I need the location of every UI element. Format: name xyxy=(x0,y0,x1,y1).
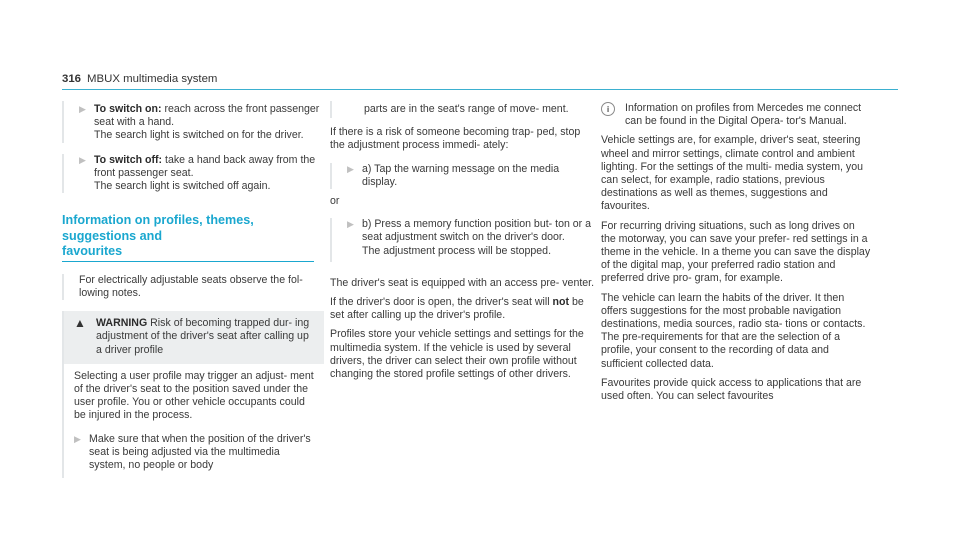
section-title: MBUX multimedia system xyxy=(87,73,218,85)
step-label: To switch off: xyxy=(94,153,163,166)
option-b xyxy=(347,218,595,258)
option-b-text: b) Press a memory function position but‐ ton or a seat adjustment switch on the driver's door. xyxy=(362,218,592,244)
warning-text: Risk of becoming trapped dur‐ ing adjustment of the driver's seat after calling up a driver profile xyxy=(96,317,310,356)
column-3 xyxy=(601,101,871,403)
continued-block xyxy=(330,101,595,118)
step-switch-on xyxy=(79,103,324,143)
heading-line-1: Information on profiles, themes, suggestions and xyxy=(62,213,254,243)
step-result: The search light is switched off again. xyxy=(94,180,271,193)
info-note xyxy=(601,101,871,128)
arrow-icon: ▶ xyxy=(347,219,354,230)
or-text: or xyxy=(330,195,340,208)
step-switch-off xyxy=(79,154,324,194)
heading-line-2: favourites xyxy=(62,244,123,259)
arrow-icon: ▶ xyxy=(79,154,86,165)
step-text: reach across the front passenger seat with a hand. xyxy=(94,103,320,129)
header-rule xyxy=(62,89,898,90)
warning-body xyxy=(64,364,324,472)
warning-label: WARNING xyxy=(96,317,148,330)
option-b-block xyxy=(330,218,595,262)
info-text: Information on profiles from Mercedes me connect can be found in the Digital Opera‐ tor's Manual. xyxy=(625,102,862,128)
info-icon: i xyxy=(601,102,615,116)
section-heading xyxy=(62,213,314,262)
warning-box xyxy=(62,311,324,478)
warning-action xyxy=(74,433,314,473)
arrow-icon: ▶ xyxy=(74,433,81,444)
page-number: 316 xyxy=(62,73,82,85)
option-a-text: a) Tap the warning message on the media display. xyxy=(362,162,560,188)
column-1 xyxy=(62,101,324,478)
page-header xyxy=(62,73,217,86)
door-text-cont: be set after calling up the driver's profile. xyxy=(330,296,584,322)
arrow-icon: ▶ xyxy=(79,104,86,114)
step-text: take a hand back away from the front passenger seat. xyxy=(94,153,316,179)
risk-text: If there is a risk of someone becoming trap‐ ped, stop the adjustment process immedi‐ ately: xyxy=(330,126,581,152)
intro-block xyxy=(62,274,324,300)
warning-action-text: Make sure that when the position of the driver's seat is being adjusted via the multimedia system, no people or body xyxy=(89,432,311,471)
intro-text: For electrically adjustable seats observe the fol‐ lowing notes. xyxy=(79,273,303,299)
profiles-text: Profiles store your vehicle settings and settings for the multimedia system. If the vehicle is used by several drivers, the driver can select their own profile without changing the stored profile settings of other drivers. xyxy=(330,328,584,381)
not-emphasis: not xyxy=(552,296,569,309)
step-label: To switch on: xyxy=(94,103,162,115)
option-a xyxy=(347,163,595,189)
option-a-block xyxy=(330,163,595,189)
arrow-icon: ▶ xyxy=(347,163,354,174)
switch-on-block xyxy=(62,101,324,143)
continued-text: parts are in the seat's range of move‐ ment. xyxy=(364,103,569,115)
recurring-text: For recurring driving situations, such as long drives on the motorway, you can save your prefer‐ red settings in a theme in the vehicle. In a theme you can save the display of the digital map, your preferred radio station and preferred drive pro‐ gram, for example. xyxy=(601,219,871,285)
step-result: The search light is switched on for the driver. xyxy=(94,129,304,142)
column-2 xyxy=(330,101,595,381)
option-b-result: The adjustment process will be stopped. xyxy=(362,244,552,257)
learn-text: The vehicle can learn the habits of the driver. It then offers suggestions for the most probable navigation destinations, media sources, radio sta‐ tions or contacts. The pre-requirements for that are the selection of a profile, your consent to the recording of data and sufficient collected data. xyxy=(601,291,866,370)
warning-triangle-icon: ▲ xyxy=(74,316,86,331)
door-text: If the driver's door is open, the driver's seat will xyxy=(330,296,550,309)
favourites-text: Favourites provide quick access to applications that are used often. You can select favourites xyxy=(601,376,862,403)
warning-header xyxy=(64,311,324,364)
access-preventer-text: The driver's seat is equipped with an access pre‐ venter. xyxy=(330,276,595,289)
warning-body-text: Selecting a user profile may trigger an adjust‐ ment of the driver's seat to the position saved under the user profile. You or other vehicle occupants could be injured in the process. xyxy=(74,369,314,422)
switch-off-block xyxy=(62,154,324,194)
vehicle-settings-text: Vehicle settings are, for example, driver's seat, steering wheel and mirror settings, climate control and ambient lighting. For the settings of the multi‐ media system, you can select, for example, radio stations, previous destinations as well as themes, suggestions and favourites. xyxy=(601,134,864,213)
